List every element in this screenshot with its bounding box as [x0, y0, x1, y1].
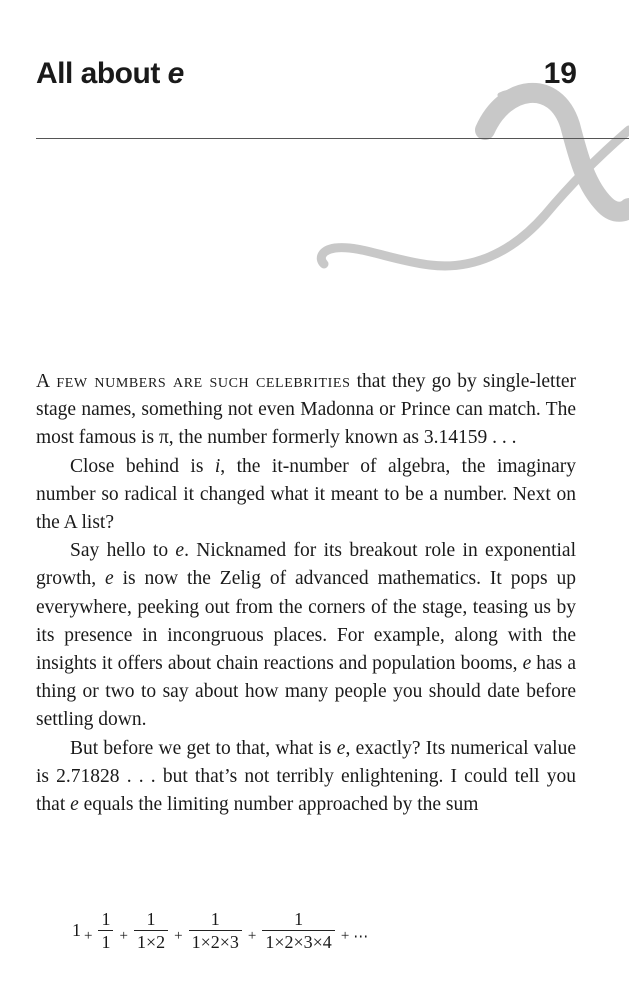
- header-divider: [36, 138, 629, 139]
- p4-variable-e: e: [70, 794, 79, 816]
- fraction-numerator: 1: [294, 908, 304, 929]
- p3-variable-e: e: [175, 540, 185, 562]
- chapter-title-text: All about: [36, 57, 168, 90]
- fraction-numerator: 1: [210, 908, 220, 929]
- paragraph-4: [36, 735, 576, 820]
- formula-plus: +: [84, 927, 93, 944]
- chapter-title-variable: e: [167, 57, 184, 90]
- fraction-denominator: 1×2×3×4: [262, 930, 334, 952]
- p4-text-c: equals the limiting number approached by the sum: [78, 794, 479, 816]
- p2-text-b: , the it-number of algebra, the imaginary number so radical it changed what it meant to be a number. Next on the A list?: [36, 455, 577, 534]
- formula-lead-term: 1: [72, 919, 81, 940]
- formula-plus: +: [247, 927, 257, 944]
- formula-ellipsis: ⋯: [353, 928, 369, 945]
- formula-plus: +: [174, 927, 183, 944]
- paragraph-3: [36, 537, 576, 734]
- paragraph-1: [36, 368, 576, 453]
- p4-text-a: But before we get to that, what is: [70, 737, 337, 759]
- formula-plus: +: [340, 927, 350, 944]
- formula-fraction: [189, 909, 242, 952]
- formula-fraction: [134, 909, 168, 952]
- series-formula: [72, 900, 370, 960]
- chapter-number: 19: [543, 57, 577, 90]
- p3-text-d: has a thing or two to say about how many people you should date before settling down.: [36, 653, 576, 731]
- p3-variable-e: e: [522, 653, 532, 675]
- fraction-denominator: 1: [98, 930, 113, 952]
- fraction-numerator: 1: [146, 908, 156, 929]
- fraction-denominator: 1×2×3: [189, 930, 242, 952]
- x-letter-ornament-icon: [300, 70, 629, 290]
- paragraph-1-text: that they go by single-letter stage names, something not even Madonna or Prince can match. The most famous is π, the number formerly known as 3.14159 . . .: [36, 371, 577, 449]
- p3-variable-e: e: [105, 568, 114, 590]
- p2-variable-i: i: [214, 455, 221, 477]
- formula-fraction: [98, 909, 113, 952]
- p3-text-c: is now the Zelig of advanced mathematics. It pops up everywhere, peeking out from the corners of the stage, teasing us by its presence in incongruous places. For example, along with the insights it offers about chain reactions and population booms,: [36, 568, 576, 675]
- chapter-title: [36, 56, 184, 92]
- body-text: [36, 368, 576, 819]
- paragraph-2: [36, 453, 576, 538]
- fraction-denominator: 1×2: [134, 930, 168, 952]
- p2-text-a: Close behind is: [70, 455, 215, 477]
- p4-variable-e: e: [336, 737, 346, 759]
- p3-text-b: . Nicknamed for its breakout role in exponential growth,: [36, 540, 577, 590]
- opening-smallcaps: A few numbers are such celebrities: [36, 371, 351, 392]
- formula-fraction: [262, 909, 334, 952]
- formula-plus: +: [119, 927, 128, 944]
- p4-text-b: , exactly? Its numerical value is 2.71828 . . . but that’s not terribly enlightening. I could tell you that: [36, 737, 576, 816]
- fraction-numerator: 1: [101, 908, 111, 929]
- p3-text-a: Say hello to: [70, 540, 176, 562]
